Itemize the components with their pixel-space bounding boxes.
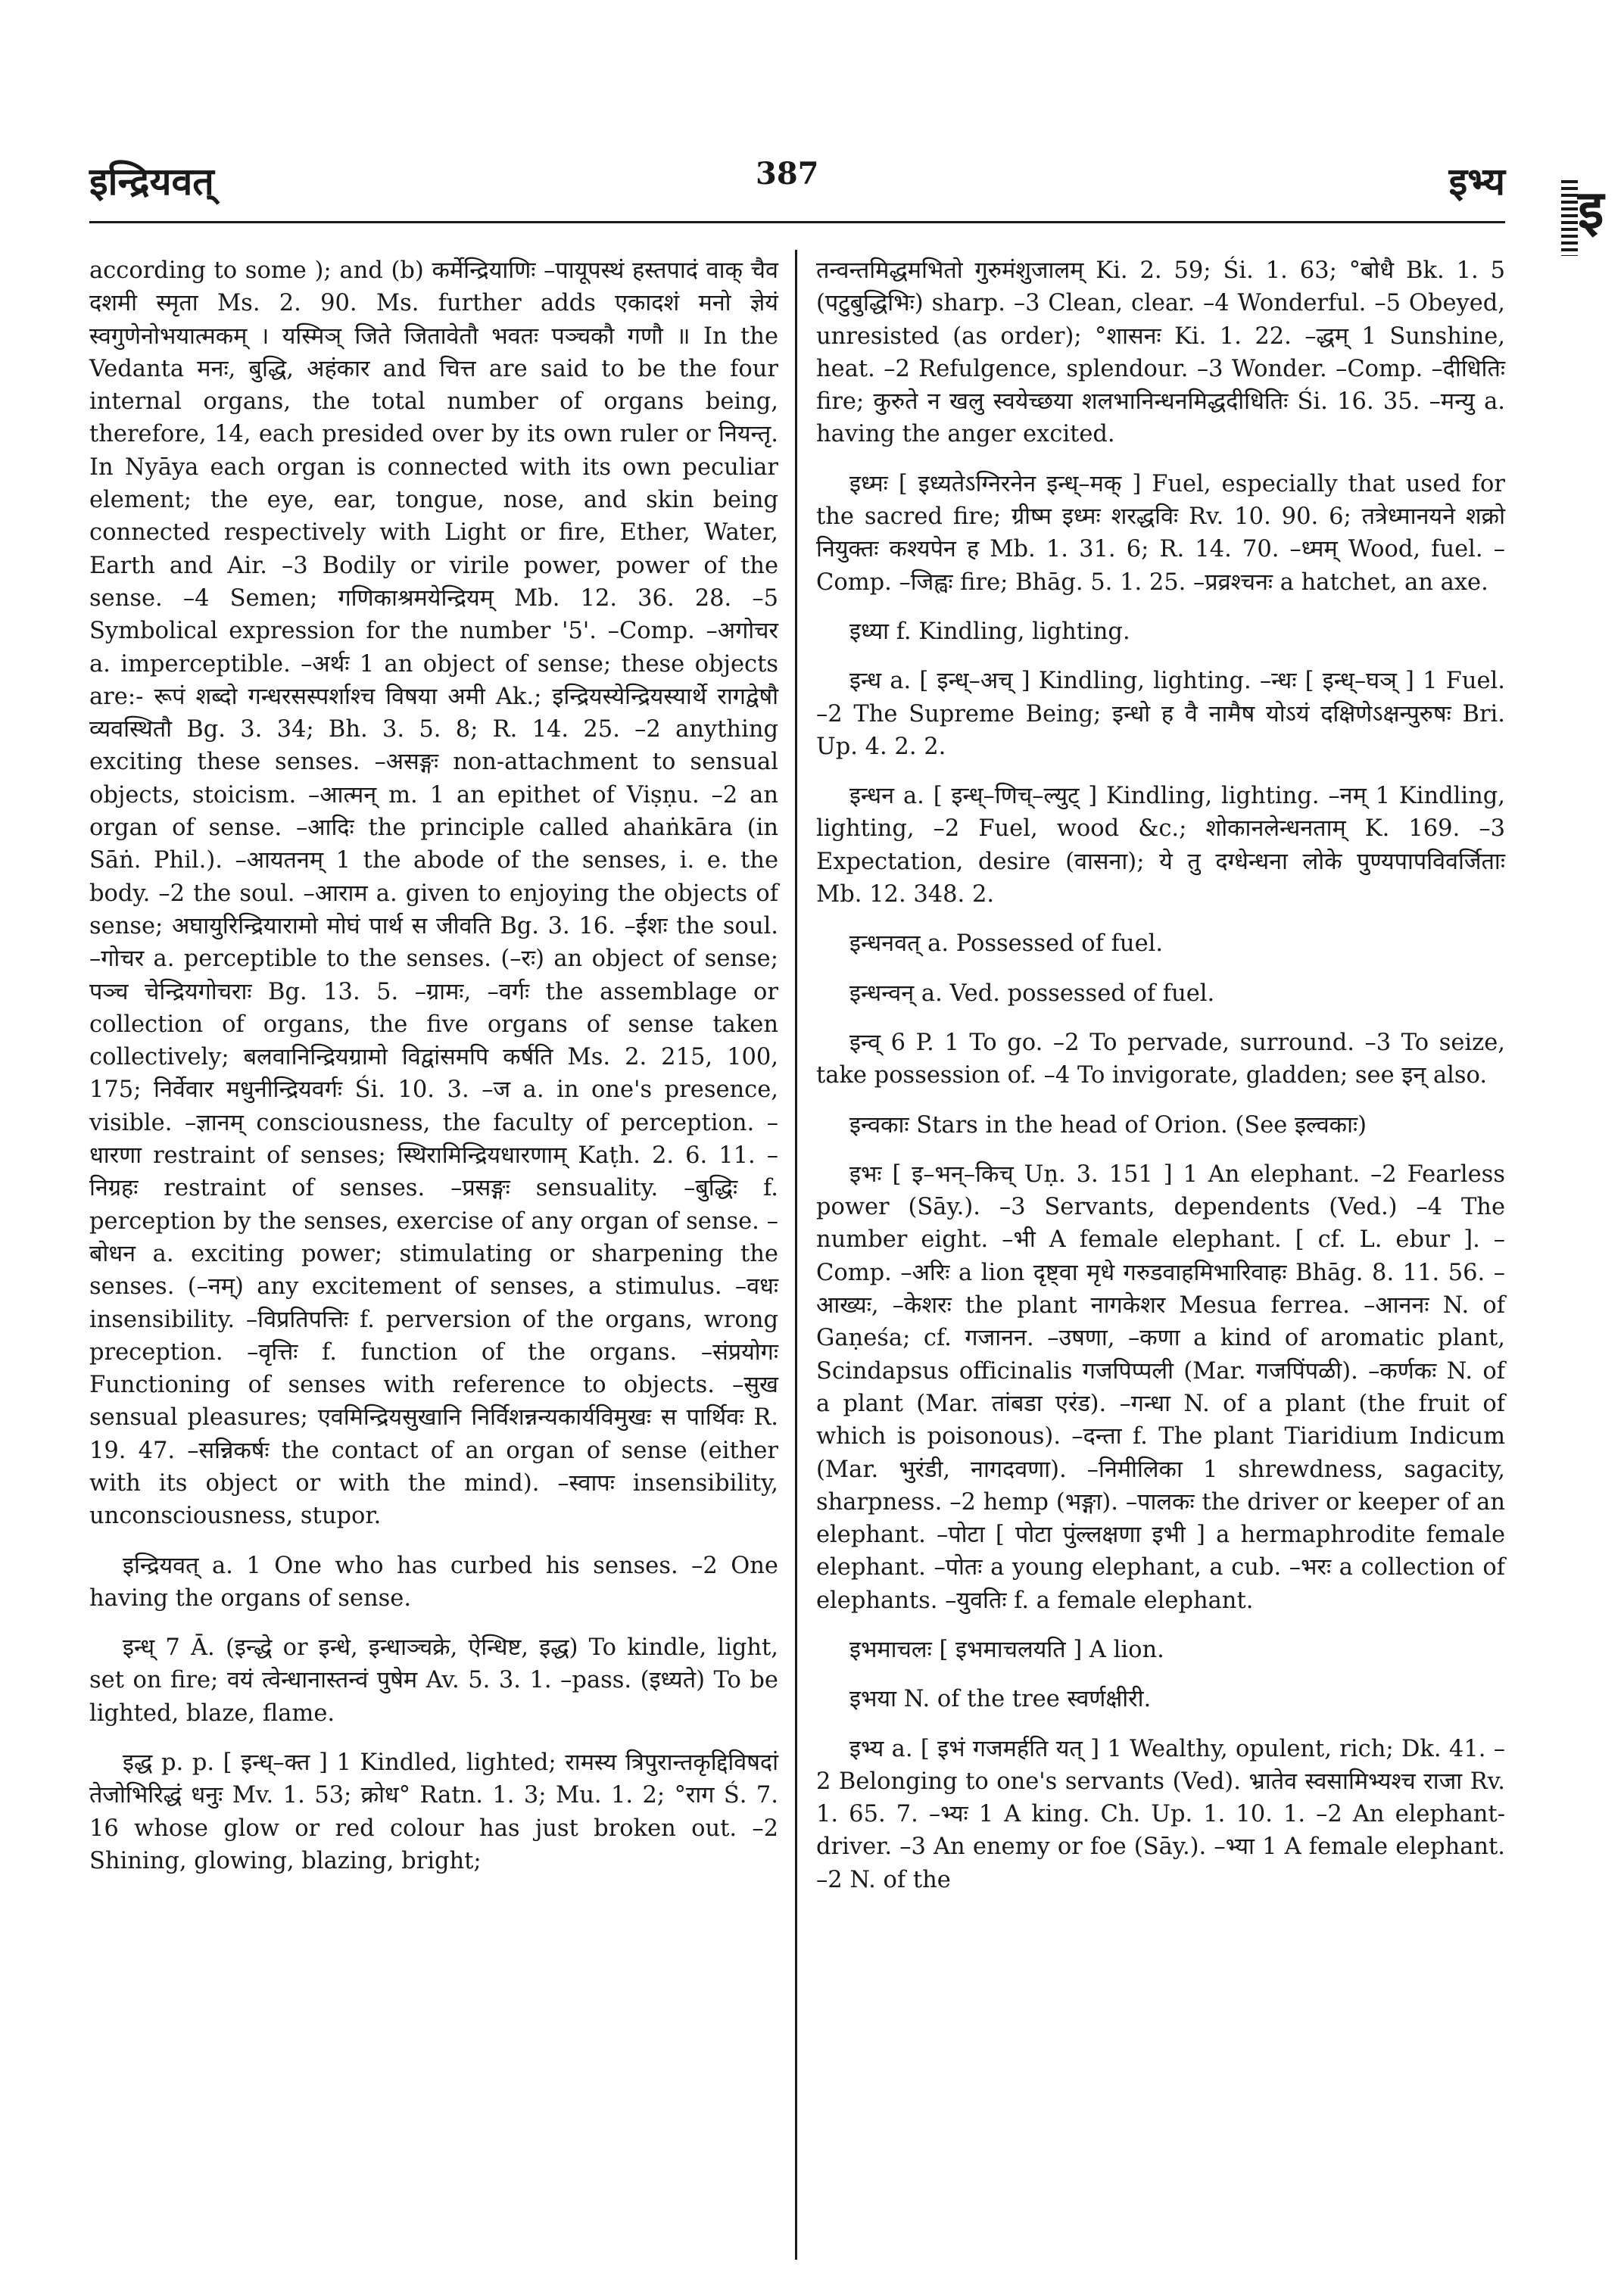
dictionary-entry: इन्वकाः Stars in the head of Orion. (See इल्वकाः) — [849, 1111, 1367, 1139]
right-guide-word: इभ्य — [1448, 159, 1505, 204]
dictionary-entry: according to some ); and (b) कर्मेन्द्रियाणिः –पायूपस्थं हस्तपादं वाक् चैव दशमी स्मृता Ms. 2. 90. Ms. further adds एकादशं मनो ज्ञेयं स्वगुणेनोभयात्मकम् । यस्मिञ् जिते जितावेतौ भवतः पञ्चकौ गणौ ॥ In the Vedanta मनः, बुद्धि, अहंकार and चित्त are said to be the four internal organs, the total number of organs being, therefore, 14, each presided over by its own ruler or नियन्तृ. In Nyāya each organ is connected with its own peculiar element; the eye, ear, tongue, nose, and skin being connected respectively with Light or fire, Ether, Water, Earth and Air. –3 Bodily or virile power, power of the sense. –4 Semen; गणिकाश्रमयेन्द्रियम् Mb. 12. 36. 28. –5 Symbolical expression for the number '5'. –Comp. –अगोचर a. imperceptible. –अर्थः 1 an object of sense; these objects are:- रूपं शब्दो गन्धरसस्पर्शाश्च विषया अमी Ak.; इन्द्रियस्येन्द्रियस्यार्थे रागद्वेषौ व्यवस्थितौ Bg. 3. 34; Bh. 3. 5. 8; R. 14. 25. –2 anything exciting these senses. –असङ्गः non-attachment to sensual objects, stoicism. –आत्मन् m. 1 an epithet of Viṣṇu. –2 an organ of sense. –आदिः the principle called ahaṅkāra (in Sāṅ. Phil.). –आयतनम् 1 the abode of the senses, i. e. the body. –2 the soul. –आराम a. given to enjoying the objects of sense; अघायुरिन्द्रियारामो मोघं पार्थ स जीवति Bg. 3. 16. –ईशः the soul. –गोचर a. perceptible to the senses. (–रः) an object of sense; पञ्च चेन्द्रियगोचराः Bg. 13. 5. –ग्रामः, –वर्गः the assemblage or collection of organs, the five organs of sense taken collectively; बलवानिन्द्रियग्रामो विद्वांसमपि कर्षति Ms. 2. 215, 100, 175; निर्वेवार मधुनीन्द्रियवर्गः Śi. 10. 3. –ज a. in one's presence, visible. –ज्ञानम् consciousness, the faculty of perception. –धारणा restraint of senses; स्थिरामिन्द्रियधारणाम् Kaṭh. 2. 6. 11. –निग्रहः restraint of senses. –प्रसङ्गः sensuality. –बुद्धिः f. perception by the senses, exercise of any organ of sense. –बोधन a. exciting power; stimulating or sharpening the senses. (–नम्) any excitement of senses, a stimulus. –वधः insensibility. –विप्रतिपत्तिः f. perversion of the organs, wrong preception. –वृत्तिः f. function of the organs. –संप्रयोगः Functioning of senses with reference to objects. –सुख sensual pleasures; एवमिन्द्रियसुखानि निर्विशन्नन्यकार्यविमुखः स पार्थिवः R. 19. 47. –सन्निकर्षः the contact of an organ of sense (either with its object or with the mind). –स्वापः insensibility, unconsciousness, stupor. — [89, 257, 778, 1530]
thumb-index-lines — [1561, 180, 1578, 256]
header-rule — [89, 221, 1505, 223]
page-number: 387 — [756, 156, 819, 192]
right-column — [816, 254, 1505, 1913]
dictionary-entry: इभः [ इ–भन्–किच् Uṇ. 3. 151 ] 1 An elephant. –2 Fearless power (Sāy.). –3 Servants, dependents (Ved.) –4 The number eight. –भी A female elephant. [ cf. L. ebur ]. –Comp. –अरिः a lion दृष्ट्वा मृधे गरुडवाहमिभारिवाहः Bhāg. 8. 11. 56. –आख्यः, –केशरः the plant नागकेशर Mesua ferrea. –आननः N. of Gaṇeśa; cf. गजानन. –उषणा, –कणा a kind of aromatic plant, Scindapsus officinalis गजपिप्पली (Mar. गजपिंपळी). –कर्णकः N. of a plant (Mar. तांबडा एरंड). –गन्धा N. of a plant (the fruit of which is poisonous). –दन्ता f. The plant Tiaridium Indicum (Mar. भुरंडी, नागदवणा). –निमीलिका 1 shrewdness, sagacity, sharpness. –2 hemp (भङ्गा). –पालकः the driver or keeper of an elephant. –पोटा [ पोटा पुंल्लक्षणा इभी ] a hermaphrodite female elephant. –पोतः a young elephant, a cub. –भरः a collection of elephants. –युवतिः f. a female elephant. — [816, 1161, 1505, 1614]
page-header — [89, 154, 1505, 207]
dictionary-entry: इभमाचलः [ इभमाचलयति ] A lion. — [849, 1636, 1164, 1663]
thumb-index-tab — [1561, 180, 1614, 256]
dictionary-entry: इध्मः [ इध्यतेऽग्निरनेन इन्ध्–मक् ] Fuel, especially that used for the sacred fire; ग्रीष्म इध्मः शरद्धविः Rv. 10. 90. 6; तत्रेध्मानयने शक्रो नियुक्तः कश्यपेन ह Mb. 1. 31. 6; R. 14. 70. –ध्मम् Wood, fuel. –Comp. –जिह्वः fire; Bhāg. 5. 1. 25. –प्रव्रश्चनः a hatchet, an axe. — [816, 470, 1505, 596]
dictionary-entry: इन्धन a. [ इन्ध्–णिच्–ल्युट् ] Kindling, lighting. –नम् 1 Kindling, lighting, –2 Fuel, wood &c.; शोकानलेन्धनताम् K. 169. –3 Expectation, desire (वासना); ये तु दग्धेन्धना लोके पुण्यपापविवर्जिताः Mb. 12. 348. 2. — [816, 783, 1505, 908]
dictionary-entry: इन्द्रियवत् a. 1 One who has curbed his senses. –2 One having the organs of sense. — [89, 1552, 778, 1612]
dictionary-entry: इन्धन्वन् a. Ved. possessed of fuel. — [849, 980, 1215, 1007]
dictionary-entry: इध्या f. Kindling, lighting. — [849, 618, 1130, 645]
dictionary-entry: तन्वन्तमिद्धमभितो गुरुमंशुजालम् Ki. 2. 59; Śi. 1. 63; °बोधै Bk. 1. 5 (पटुबुद्धिभिः) sharp. –3 Clean, clear. –4 Wonderful. –5 Obeyed, unresisted (as order); °शासनः Ki. 1. 22. –द्धम् 1 Sunshine, heat. –2 Refulgence, splendour. –3 Wonder. –Comp. –दीधितिः fire; कुरुते न खलु स्वयेच्छया शलभानिन्धनमिद्धदीधितिः Śi. 16. 35. –मन्यु a. having the anger excited. — [816, 257, 1505, 448]
dictionary-entry: इन्व् 6 P. 1 To go. –2 To pervade, surround. –3 To seize, take possession of. –4 To invigorate, gladden; see इन् also. — [816, 1029, 1505, 1089]
dictionary-entry: इन्धनवत् a. Possessed of fuel. — [849, 930, 1164, 958]
dictionary-entry: इन्ध् 7 Ā. (इन्द्धे or इन्धे, इन्धाञ्चक्रे, ऐन्धिष्ट, इद्ध) To kindle, light, set on fire; वयं त्वेन्धानास्तन्वं पुषेम Av. 5. 3. 1. –pass. (इध्यते) To be lighted, blaze, flame. — [89, 1634, 778, 1727]
dictionary-entry: इद्ध p. p. [ इन्ध्–क्त ] 1 Kindled, lighted; रामस्य त्रिपुरान्तकृद्दिविषदां तेजोभिरिद्धं धनुः Mv. 1. 53; क्रोध° Ratn. 1. 3; Mu. 1. 2; °राग Ś. 7. 16 whose glow or red colour has just broken out. –2 Shining, glowing, blazing, bright; — [89, 1749, 778, 1874]
column-divider — [795, 250, 797, 2260]
thumb-index-letter: इ — [1578, 178, 1604, 241]
dictionary-entry: इभया N. of the tree स्वर्णक्षीरी. — [849, 1686, 1152, 1713]
dictionary-entry: इभ्य a. [ इभं गजमर्हति यत् ] 1 Wealthy, opulent, rich; Dk. 41. –2 Belonging to one's servants (Ved). भ्रातेव स्वसामिभ्यश्च राजा Rv. 1. 65. 7. –भ्यः 1 A king. Ch. Up. 1. 10. 1. –2 An elephant-driver. –3 An enemy or foe (Sāy.). –भ्या 1 A female elephant. –2 N. of the — [816, 1735, 1505, 1893]
dictionary-entry: इन्ध a. [ इन्ध्–अच् ] Kindling, lighting. –न्धः [ इन्ध्–घञ् ] 1 Fuel. –2 The Supreme Being; इन्धो ह वै नामैष योऽयं दक्षिणेऽक्षन्पुरुषः Bri. Up. 4. 2. 2. — [816, 668, 1505, 760]
left-guide-word: इन्द्रियवत् — [89, 159, 214, 204]
left-column — [89, 254, 778, 1894]
